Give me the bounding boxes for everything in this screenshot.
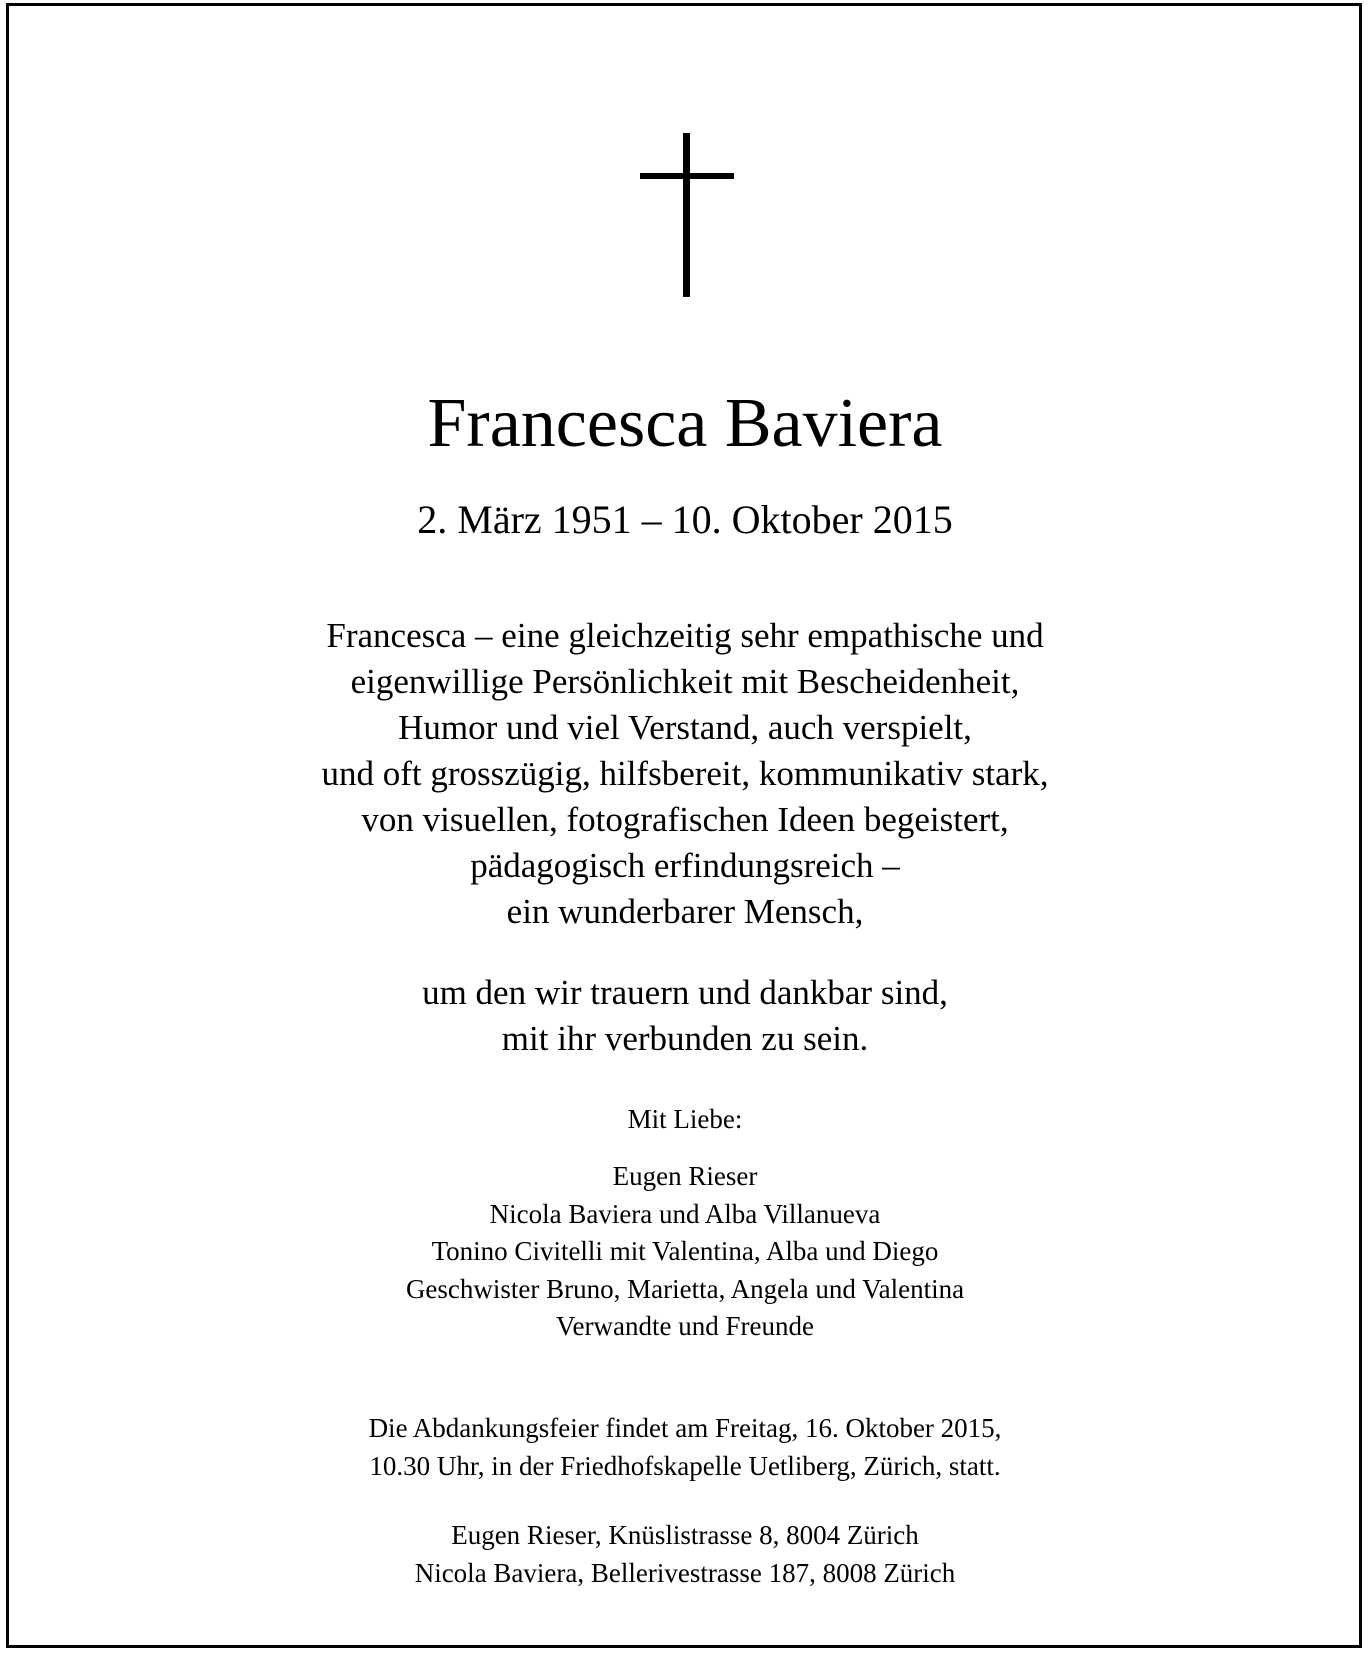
tribute-line: Humor und viel Verstand, auch verspielt, [398,708,972,747]
contact-address: Eugen Rieser, Knüslistrasse 8, 8004 Zürich [451,1520,919,1550]
contact-address: Nicola Baviera, Bellerivestrasse 187, 8008 Zürich [414,1557,956,1588]
mourners-list [0,1158,1370,1346]
contact-addresses [0,1517,1370,1592]
tribute-line: eigenwillige Persönlichkeit mit Bescheidenheit, [350,662,1020,701]
tribute-line: pädagogisch erfindungsreich – [470,846,900,885]
mourner-name: Eugen Rieser [612,1161,758,1191]
mourner-name: Verwandte und Freunde [556,1311,814,1341]
tribute-closing [0,970,1370,1062]
service-line: Die Abdankungsfeier findet am Freitag, 16. Oktober 2015, [368,1413,1002,1443]
tribute-closing-line: um den wir trauern und dankbar sind, [422,973,948,1012]
service-info [0,1410,1370,1485]
tribute-text [0,613,1370,935]
mourners-heading: Mit Liebe: [627,1104,743,1134]
cross-icon [640,133,734,297]
mourner-name: Tonino Civitelli mit Valentina, Alba und Diego [431,1236,939,1266]
mourner-name: Geschwister Bruno, Marietta, Angela und Valentina [405,1273,965,1304]
tribute-closing-line: mit ihr verbunden zu sein. [501,1019,869,1058]
tribute-line: von visuellen, fotografischen Ideen begeistert, [361,800,1009,839]
deceased-name: Francesca Baviera [427,385,943,462]
life-dates: 2. März 1951 – 10. Oktober 2015 [417,497,953,542]
tribute-line: Francesca – eine gleichzeitig sehr empathische und [326,616,1044,655]
mourner-name: Nicola Baviera und Alba Villanueva [489,1198,881,1229]
tribute-line: und oft grosszügig, hilfsbereit, kommunikativ stark, [321,754,1049,793]
service-line: 10.30 Uhr, in der Friedhofskapelle Uetliberg, Zürich, statt. [369,1450,1001,1481]
tribute-line: ein wunderbarer Mensch, [506,892,864,931]
